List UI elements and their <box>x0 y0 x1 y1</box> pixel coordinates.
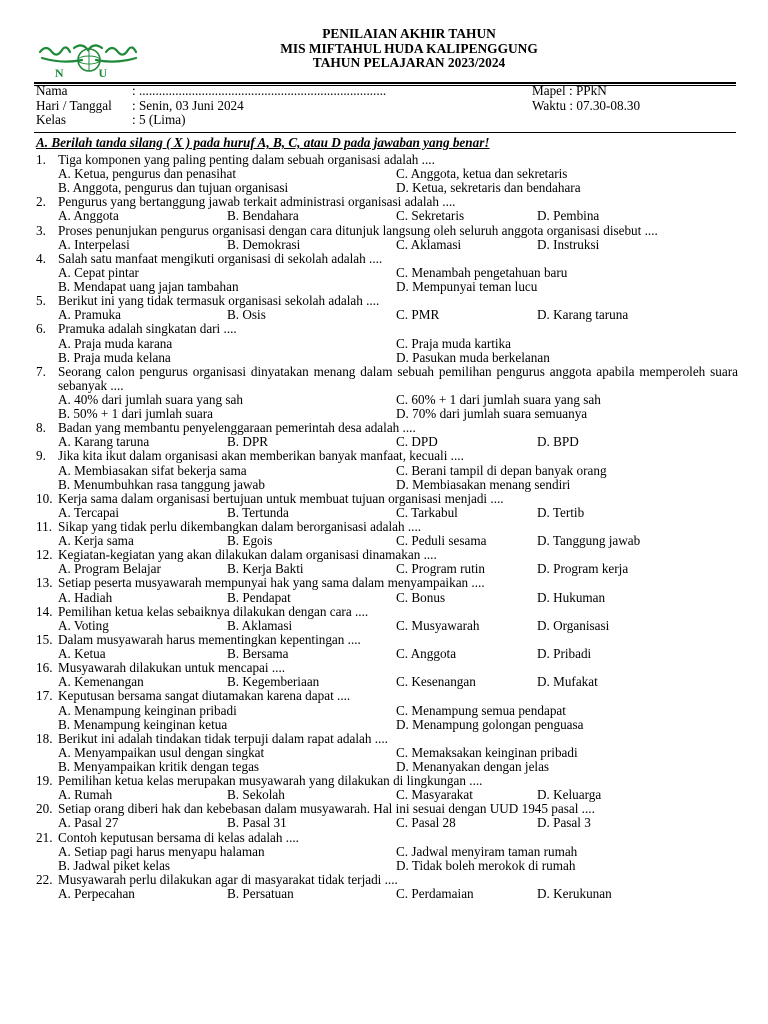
instruction-text: A. Berilah tanda silang ( X ) pada huruf A, B, C, atau D pada jawaban yang benar! <box>36 135 490 150</box>
answer-option[interactable]: C. Praja muda kartika <box>396 335 511 351</box>
question-number: 22. <box>36 871 53 887</box>
answer-option[interactable]: A. Program Belajar <box>58 561 161 577</box>
answer-option[interactable]: C. PMR <box>396 307 440 323</box>
answer-option[interactable]: C. Perdamaian <box>396 886 474 902</box>
question-number: 1. <box>36 152 46 167</box>
question-text: Berikut ini adalah tindakan tidak terpuji dalam rapat adalah .... <box>58 730 388 746</box>
answer-option[interactable]: B. Aklamasi <box>227 617 293 633</box>
question-number: 17. <box>36 688 53 704</box>
question-item <box>36 661 738 689</box>
answer-option[interactable]: D. Kerukunan <box>537 886 612 902</box>
answer-option[interactable]: D. Mufakat <box>537 674 598 690</box>
hari-label: Hari / Tanggal <box>36 97 112 113</box>
question-item <box>36 365 738 421</box>
answer-option[interactable]: C. Jadwal menyiram taman rumah <box>396 843 578 859</box>
question-item <box>36 633 738 661</box>
question-text: Pemilihan ketua kelas sebaiknya dilakukan dengan cara .... <box>58 603 369 619</box>
question-text: Contoh keputusan bersama di kelas adalah .... <box>58 829 299 845</box>
answer-option[interactable]: A. Rumah <box>58 787 113 803</box>
question-number: 21. <box>36 829 53 845</box>
answer-option[interactable]: B. 50% + 1 dari jumlah suara <box>58 406 214 422</box>
identity-rule <box>34 132 736 133</box>
answer-option[interactable]: D. Mempunyai teman lucu <box>396 279 538 295</box>
nama-label: Nama <box>36 83 68 98</box>
question-text: Berikut ini yang tidak termasuk organisasi sekolah adalah .... <box>58 293 380 309</box>
answer-option[interactable]: C. Kesenangan <box>396 674 476 690</box>
question-item <box>36 576 738 604</box>
question-item <box>36 153 738 195</box>
answer-option[interactable]: A. Cepat pintar <box>58 264 139 280</box>
question-number: 6. <box>36 321 46 337</box>
question-item <box>36 252 738 294</box>
answer-option[interactable]: D. Instruksi <box>537 236 600 252</box>
question-text: Badan yang membantu penyelenggaraan pemerintah desa adalah .... <box>58 420 416 436</box>
answer-option[interactable]: D. Pribadi <box>537 646 592 662</box>
question-text: Setiap peserta musyawarah mempunyai hak yang sama dalam menyampaikan .... <box>58 575 485 591</box>
answer-option[interactable]: A. Kemenangan <box>58 674 144 690</box>
answer-option[interactable]: B. Demokrasi <box>227 236 301 252</box>
answer-option[interactable]: B. Osis <box>227 307 266 323</box>
question-text: Setiap orang diberi hak dan kebebasan dalam musyawarah. Hal ini sesuai dengan UUD 1945 pasal .... <box>58 801 595 817</box>
question-item <box>36 774 738 802</box>
answer-option[interactable]: C. Musyawarah <box>396 617 480 633</box>
answer-option[interactable]: B. Praja muda kelana <box>58 349 171 365</box>
answer-option[interactable]: A. Setiap pagi harus menyapu halaman <box>58 843 265 859</box>
question-text: Pramuka adalah singkatan dari .... <box>58 321 237 337</box>
question-number: 5. <box>36 293 46 309</box>
answer-option[interactable]: D. Program kerja <box>537 561 629 577</box>
answer-option[interactable]: C. Memaksakan keinginan pribadi <box>396 744 578 760</box>
answer-option[interactable]: D. Tertib <box>537 504 585 520</box>
answer-option[interactable]: D. Keluarga <box>537 787 602 803</box>
answer-option[interactable]: C. Anggota, ketua dan sekretaris <box>396 166 568 182</box>
answer-option[interactable]: B. Menampung keinginan ketua <box>58 716 228 732</box>
answer-option[interactable]: A. Menampung keinginan pribadi <box>58 702 237 718</box>
answer-option[interactable]: C. Tarkabul <box>396 504 458 520</box>
answer-option[interactable]: B. Mendapat uang jajan tambahan <box>58 279 239 295</box>
answer-option[interactable]: A. Ketua <box>58 646 106 662</box>
answer-option[interactable]: B. Menumbuhkan rasa tanggung jawab <box>58 476 265 492</box>
question-number: 10. <box>36 490 53 506</box>
answer-option[interactable]: D. Hukuman <box>537 589 606 605</box>
answer-option[interactable]: C. Menambah pengetahuan baru <box>396 264 568 280</box>
question-item <box>36 831 738 873</box>
answer-option[interactable]: A. Kerja sama <box>58 533 134 549</box>
answer-option[interactable]: A. Interpelasi <box>58 236 130 252</box>
answer-option[interactable]: D. Pembina <box>537 208 600 224</box>
question-text: Musyawarah dilakukan untuk mencapai .... <box>58 660 286 676</box>
answer-option[interactable]: A. 40% dari jumlah suara yang sah <box>58 391 243 407</box>
question-text: Seorang calon pengurus organisasi dinyatakan menang dalam sebuah pemilihan pengurus anggota apabila memperoleh suara sebanyak .... <box>58 363 738 393</box>
answer-option[interactable]: A. Praja muda karana <box>58 335 173 351</box>
question-number: 12. <box>36 547 53 563</box>
answer-option[interactable]: B. Sekolah <box>227 787 285 803</box>
answer-option[interactable]: D. Tanggung jawab <box>537 533 641 549</box>
answer-option[interactable]: B. Kerja Bakti <box>227 561 304 577</box>
answer-option[interactable]: B. Jadwal piket kelas <box>58 857 171 873</box>
question-number: 3. <box>36 222 46 238</box>
question-number: 20. <box>36 801 53 817</box>
answer-option[interactable]: C. Masyarakat <box>396 787 473 803</box>
answer-option[interactable]: B. Menyampaikan kritik dengan tegas <box>58 759 260 774</box>
answer-option[interactable]: D. BPD <box>537 434 579 450</box>
question-item <box>36 195 738 223</box>
answer-option[interactable]: C. Sekretaris <box>396 208 465 224</box>
answer-option[interactable]: B. Pendapat <box>227 589 291 605</box>
question-number: 7. <box>36 363 46 379</box>
answer-option[interactable]: D. Membiasakan menang sendiri <box>396 476 571 492</box>
question-number: 16. <box>36 660 53 676</box>
question-number: 9. <box>36 448 46 464</box>
answer-option[interactable]: A. Menyampaikan usul dengan singkat <box>58 744 265 760</box>
question-text: Pemilihan ketua kelas merupakan musyawarah yang dilakukan di lingkungan .... <box>58 773 483 789</box>
header-year: TAHUN PELAJARAN 2023/2024 <box>312 55 506 71</box>
header-title: PENILAIAN AKHIR TAHUN <box>322 26 496 41</box>
question-text: Keputusan bersama sangat diutamakan karena dapat .... <box>58 688 351 704</box>
answer-option[interactable]: A. Tercapai <box>58 504 120 520</box>
answer-option[interactable]: A. Pasal 27 <box>58 815 119 831</box>
answer-option[interactable]: B. Bendahara <box>227 208 299 224</box>
answer-option[interactable]: B. Kegemberiaan <box>227 674 320 690</box>
question-text: Musyawarah perlu dilakukan agar di masyarakat tidak terjadi .... <box>58 871 398 887</box>
answer-option[interactable]: D. Menanyakan dengan jelas <box>396 759 550 774</box>
question-item <box>36 605 738 633</box>
question-number: 13. <box>36 575 53 591</box>
answer-option[interactable]: A. Ketua, pengurus dan penasihat <box>58 166 236 182</box>
answer-option[interactable]: A. Hadiah <box>58 589 113 605</box>
waktu-text: Waktu : 07.30-08.30 <box>532 97 641 113</box>
question-item <box>36 548 738 576</box>
question-text: Proses penunjukan pengurus organisasi dengan cara ditunjuk langsung oleh seluruh anggota organisasi disebut .... <box>58 222 658 238</box>
question-number: 2. <box>36 194 46 210</box>
answer-option[interactable]: C. Peduli sesama <box>396 533 487 549</box>
answer-option[interactable]: B. Bersama <box>227 646 289 662</box>
answer-option[interactable]: A. Membiasakan sifat bekerja sama <box>58 462 247 478</box>
answer-option[interactable]: B. Egois <box>227 533 273 549</box>
question-item <box>36 732 738 774</box>
answer-option[interactable]: C. 60% + 1 dari jumlah suara yang sah <box>396 391 601 407</box>
question-text: Dalam musyawarah harus mementingkan kepentingan .... <box>58 631 361 647</box>
answer-option[interactable]: D. Menampung golongan penguasa <box>396 716 584 732</box>
question-item <box>36 322 738 364</box>
header-school: MIS MIFTAHUL HUDA KALIPENGGUNG <box>280 40 538 56</box>
answer-option[interactable]: A. Karang taruna <box>58 434 150 450</box>
question-item <box>36 294 738 322</box>
question-text: Tiga komponen yang paling penting dalam sebuah organisasi adalah .... <box>58 152 435 167</box>
answer-option[interactable]: D. Organisasi <box>537 617 610 633</box>
hari-value: : Senin, 03 Juni 2024 <box>132 97 244 113</box>
question-item <box>36 421 738 449</box>
question-text: Kegiatan-kegiatan yang akan dilakukan dalam organisasi dinamakan .... <box>58 547 437 563</box>
answer-option[interactable]: A. Anggota <box>58 208 119 224</box>
question-item <box>36 689 738 731</box>
answer-option[interactable]: D. Tidak boleh merokok di rumah <box>396 857 576 873</box>
answer-option[interactable]: C. Program rutin <box>396 561 486 577</box>
mapel-text: Mapel : PPkN <box>532 83 607 98</box>
question-text: Jika kita ikut dalam organisasi akan memberikan banyak manfaat, kecuali .... <box>58 448 464 464</box>
question-text: Salah satu manfaat mengikuti organisasi di sekolah adalah .... <box>58 250 383 266</box>
question-number: 14. <box>36 603 53 619</box>
answer-option[interactable]: B. Persatuan <box>227 886 294 902</box>
question-item <box>36 492 738 520</box>
answer-option[interactable]: B. Anggota, pengurus dan tujuan organisasi <box>58 180 289 196</box>
question-item <box>36 802 738 830</box>
answer-option[interactable]: B. DPR <box>227 434 269 450</box>
kelas-value: : 5 (Lima) <box>132 112 186 127</box>
question-number: 4. <box>36 250 46 266</box>
answer-option[interactable]: C. Berani tampil di depan banyak orang <box>396 462 607 478</box>
answer-option[interactable]: D. Ketua, sekretaris dan bendahara <box>396 180 581 196</box>
answer-option[interactable]: D. Pasukan muda berkelanan <box>396 349 550 365</box>
question-list <box>36 153 738 901</box>
question-text: Sikap yang tidak perlu dikembangkan dalam berorganisasi adalah .... <box>58 519 422 535</box>
answer-option[interactable]: C. DPD <box>396 434 438 450</box>
answer-option[interactable]: D. 70% dari jumlah suara semuanya <box>396 406 588 422</box>
answer-option[interactable]: A. Voting <box>58 617 109 633</box>
question-item <box>36 449 738 491</box>
question-text: Kerja sama dalam organisasi bertujuan untuk membuat tujuan organisasi menjadi .... <box>58 490 504 506</box>
question-item <box>36 224 738 252</box>
answer-option[interactable]: A. Perpecahan <box>58 886 135 902</box>
answer-option[interactable]: B. Pasal 31 <box>227 815 287 831</box>
question-text: Pengurus yang bertanggung jawab terkait administrasi organisasi adalah .... <box>58 194 456 210</box>
answer-option[interactable]: B. Tertunda <box>227 504 289 520</box>
logo-letters: N U <box>54 66 124 80</box>
answer-option[interactable]: D. Pasal 3 <box>537 815 591 831</box>
answer-option[interactable]: C. Bonus <box>396 589 446 605</box>
answer-option[interactable]: C. Menampung semua pendapat <box>396 702 566 718</box>
question-number: 11. <box>36 519 52 535</box>
nama-field[interactable]: : ........................................................................... <box>132 83 387 98</box>
question-number: 19. <box>36 773 53 789</box>
question-item <box>36 873 738 901</box>
question-number: 18. <box>36 730 53 746</box>
answer-option[interactable]: C. Anggota <box>396 646 457 662</box>
answer-option[interactable]: C. Aklamasi <box>396 236 462 252</box>
answer-option[interactable]: D. Karang taruna <box>537 307 629 323</box>
document-header <box>0 27 768 71</box>
student-identity <box>36 84 736 128</box>
question-number: 15. <box>36 631 53 647</box>
question-number: 8. <box>36 420 46 436</box>
kelas-label: Kelas <box>36 112 67 127</box>
answer-option[interactable]: C. Pasal 28 <box>396 815 456 831</box>
answer-option[interactable]: A. Pramuka <box>58 307 121 323</box>
question-item <box>36 520 738 548</box>
